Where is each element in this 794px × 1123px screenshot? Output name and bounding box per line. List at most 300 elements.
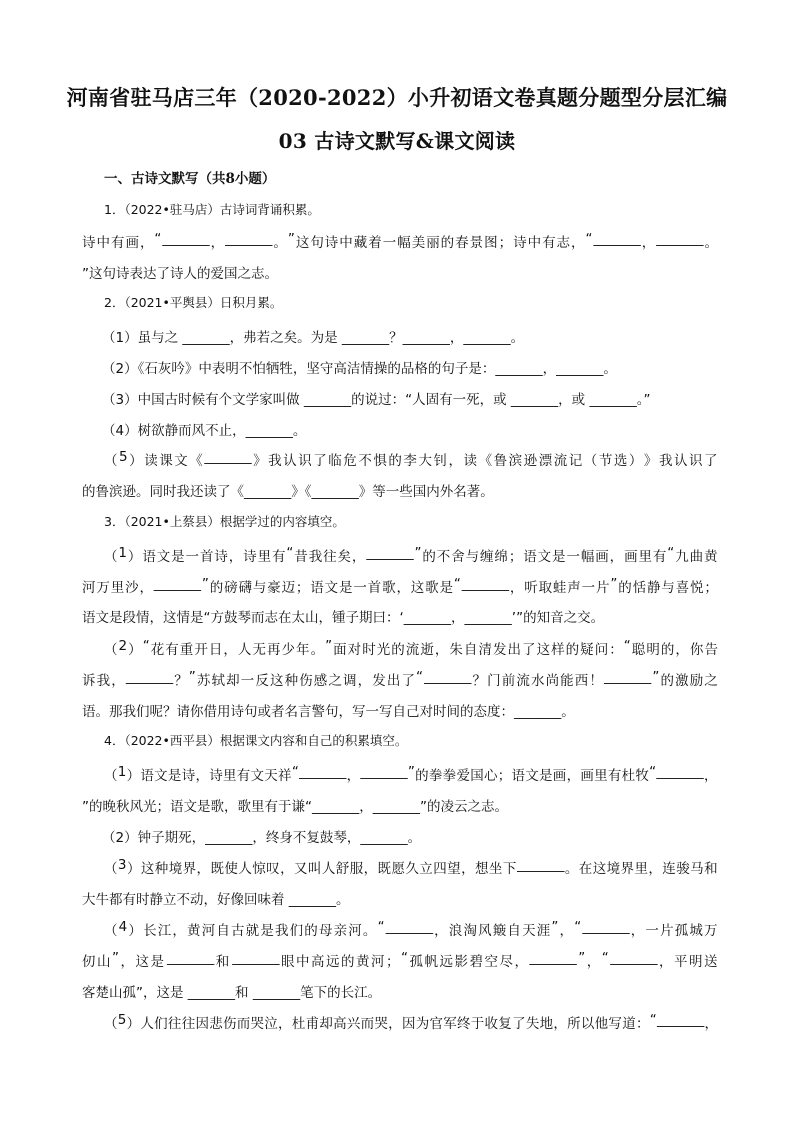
text-glyph: 以 [580, 1016, 595, 1032]
text-glyph: _______ [461, 576, 509, 592]
text-glyph: 水 [530, 673, 545, 689]
text-glyph: 是 [439, 580, 454, 596]
text-glyph: ” [287, 231, 295, 247]
text-glyph: 天 [264, 768, 278, 784]
text-glyph: _______ [582, 919, 630, 935]
text-glyph: 语 [140, 768, 154, 784]
text-glyph: 我 [96, 673, 111, 689]
text-glyph: 。 [564, 861, 579, 877]
text-glyph: 能 [560, 673, 574, 689]
text-glyph: 画 [552, 768, 567, 784]
text-glyph: ， [388, 1016, 402, 1032]
text-glyph: 四 [433, 861, 447, 877]
text-glyph: “ [601, 950, 609, 966]
text-glyph: 前 [501, 673, 516, 689]
text-glyph: 他 [594, 1016, 609, 1032]
text-glyph: 画 [624, 549, 638, 565]
text-glyph: ） [628, 453, 643, 469]
text-glyph: “ [649, 764, 657, 780]
text-glyph: “ [154, 231, 162, 247]
text-glyph: 写 [608, 1016, 622, 1032]
text-glyph: ； [498, 235, 513, 251]
text-glyph: 句 [310, 235, 324, 251]
text-glyph: 骏 [676, 861, 690, 877]
text-glyph: 李 [403, 453, 417, 469]
text-glyph: 空 [484, 954, 498, 970]
text-glyph: 1 [118, 545, 127, 561]
text-glyph: ， [553, 1016, 567, 1032]
text-glyph: 亲 [333, 923, 348, 939]
text-glyph: ？ [472, 673, 487, 689]
text-glyph: 语 [523, 549, 537, 565]
question-3-item-1 [104, 545, 718, 565]
text-glyph: 与 [465, 549, 480, 565]
text-glyph: ， [571, 235, 585, 251]
text-glyph: 取 [538, 580, 553, 596]
text-glyph: 服 [349, 861, 364, 877]
text-glyph: 的 [388, 453, 402, 469]
text-glyph: 长 [143, 923, 157, 939]
text-glyph: ； [386, 954, 400, 970]
text-glyph: （ [104, 768, 118, 784]
text-glyph: 往 [323, 549, 337, 565]
text-glyph: 听 [524, 580, 538, 596]
text-glyph: 。 [310, 642, 325, 658]
text-glyph: 是 [260, 923, 274, 939]
text-glyph: 种 [284, 673, 299, 689]
text-glyph: 国 [470, 768, 484, 784]
text-glyph: 有 [165, 642, 179, 658]
text-glyph: 和 [215, 954, 230, 970]
text-glyph: 明 [689, 954, 703, 970]
text-glyph: 文 [174, 453, 188, 469]
text-glyph: 有 [110, 235, 125, 251]
text-glyph: “ [574, 919, 582, 935]
section-heading: 一、古诗文默写（共8小题） [104, 171, 276, 187]
question-4-item-1 [104, 764, 718, 784]
text-glyph: “ [416, 669, 424, 685]
text-glyph: 黄 [356, 954, 370, 970]
text-glyph: _______ [204, 449, 252, 465]
text-glyph: 曲 [689, 549, 704, 565]
text-glyph: 里 [222, 768, 237, 784]
text-glyph: 。 [704, 235, 718, 251]
text-glyph: 的 [209, 580, 224, 596]
text-glyph: _______ [153, 576, 202, 592]
text-glyph: 母 [318, 923, 333, 939]
text-glyph: 平 [674, 954, 688, 970]
text-glyph: 孤 [409, 954, 423, 970]
text-glyph: 因 [401, 1016, 416, 1032]
text-glyph: _______ [299, 764, 347, 780]
text-glyph: 有 [236, 768, 251, 784]
text-glyph: 首 [199, 549, 214, 565]
text-glyph: 了 [522, 642, 536, 658]
text-glyph: ” [551, 919, 559, 935]
text-glyph: ， [228, 549, 243, 565]
text-glyph: 文 [525, 768, 539, 784]
text-glyph: ， [223, 642, 237, 658]
text-glyph: 面 [333, 642, 347, 658]
text-glyph: “ [286, 545, 294, 561]
text-glyph: 的 [391, 642, 405, 658]
text-glyph: 与 [252, 580, 267, 596]
text-glyph: 流 [405, 642, 420, 658]
text-glyph: 文 [250, 768, 265, 784]
text-glyph: 诗 [324, 235, 339, 251]
text-glyph: 一 [566, 549, 580, 565]
text-glyph: 拳 [428, 768, 443, 784]
text-glyph: （ [104, 923, 118, 939]
text-glyph: 望 [447, 861, 461, 877]
text-glyph: 既 [377, 861, 392, 877]
text-glyph: ， [172, 923, 186, 939]
text-glyph: 》 [643, 453, 658, 469]
text-glyph: 境 [168, 861, 183, 877]
question-4-header: 4．（2022•西平县）根据课文内容和自己的积累填空。 [104, 733, 408, 748]
text-glyph: 的 [415, 768, 429, 784]
text-glyph: 诗 [82, 235, 96, 251]
text-glyph: ； [704, 580, 718, 596]
text-glyph: 《 [478, 453, 493, 469]
text-glyph: 调 [343, 673, 357, 689]
text-glyph: 这 [410, 580, 425, 596]
text-glyph: 语 [142, 549, 156, 565]
text-glyph: 钊 [433, 453, 447, 469]
text-glyph: 1 [117, 764, 127, 780]
text-glyph: 缠 [480, 549, 494, 565]
text-glyph: 无 [252, 642, 266, 658]
text-glyph: 朱 [449, 642, 463, 658]
text-glyph: 出 [507, 642, 521, 658]
text-glyph: 有 [271, 549, 286, 565]
text-glyph: 有 [652, 549, 667, 565]
text-glyph: 道 [622, 1016, 636, 1032]
text-glyph: 问 [594, 642, 609, 658]
text-glyph: 一 [382, 235, 397, 251]
text-glyph: 发 [372, 673, 386, 689]
text-glyph: 之 [704, 673, 718, 689]
text-glyph: （ [104, 549, 118, 565]
text-glyph: 临 [328, 453, 342, 469]
question-1-text [82, 231, 718, 251]
text-glyph: ： [609, 642, 623, 658]
text-glyph: 心 [483, 768, 498, 784]
text-glyph: 人 [321, 861, 336, 877]
text-glyph: 远 [439, 954, 453, 970]
text-glyph: （ [104, 1016, 118, 1032]
text-glyph: 河 [371, 954, 385, 970]
text-glyph: ， [703, 768, 718, 784]
text-glyph: 自 [463, 642, 478, 658]
text-glyph: 5 [117, 1012, 127, 1028]
text-glyph: 之 [328, 673, 342, 689]
text-glyph: 对 [347, 642, 362, 658]
text-glyph: ） [128, 642, 142, 658]
text-glyph: 》 [253, 453, 267, 469]
text-glyph: 画 [580, 768, 594, 784]
text-glyph: 这 [295, 235, 310, 251]
text-glyph: 马 [690, 861, 704, 877]
text-glyph: 着 [368, 235, 382, 251]
text-glyph: 人 [237, 642, 252, 658]
text-glyph: 蛙 [552, 580, 567, 596]
text-glyph: “ [453, 576, 461, 592]
text-glyph: 远 [326, 954, 340, 970]
text-glyph: 而 [236, 1016, 251, 1032]
text-glyph: 滨 [508, 453, 523, 469]
text-glyph: ， [648, 861, 662, 877]
text-glyph: _______ [125, 669, 174, 685]
text-glyph: 中 [527, 235, 542, 251]
text-glyph: 孤 [674, 923, 689, 939]
text-glyph: 涯 [536, 923, 551, 939]
text-glyph: “ [623, 638, 631, 654]
text-glyph: 尽 [499, 954, 513, 970]
text-glyph: _______ [656, 1012, 705, 1028]
question-4-item-1-cont: ”的晚秋风光；语文是歌，歌里有于谦“_______，_______”的凌云之志。 [82, 799, 508, 815]
text-glyph: 哭 [250, 1016, 265, 1032]
text-glyph: 种 [154, 861, 169, 877]
text-glyph: 们 [289, 923, 304, 939]
text-glyph: ， [139, 580, 153, 596]
text-glyph: （ [104, 861, 118, 877]
text-glyph: 年 [296, 642, 310, 658]
text-glyph: ” [578, 950, 586, 966]
text-glyph: 的 [660, 673, 674, 689]
text-glyph: 诗 [243, 549, 257, 565]
text-glyph: 里 [594, 768, 608, 784]
text-glyph: 中 [96, 235, 110, 251]
text-glyph: ， [559, 923, 574, 939]
text-glyph: ： [635, 1016, 650, 1032]
text-glyph: ； [508, 549, 523, 565]
text-glyph: ， [659, 954, 673, 970]
text-glyph: “ [667, 545, 675, 561]
text-glyph: 喜 [675, 580, 690, 596]
text-glyph: “ [649, 1012, 657, 1028]
text-glyph: 想 [474, 861, 489, 877]
text-glyph: 歌 [425, 580, 439, 596]
text-glyph: ” [610, 576, 618, 592]
text-glyph: 是 [150, 954, 164, 970]
text-glyph: 开 [194, 642, 208, 658]
question-2-item-4: （4）树欲静而风不止，_______。 [102, 423, 307, 439]
question-4-item-3 [104, 857, 718, 877]
text-glyph: ， [448, 453, 462, 469]
text-glyph: 志 [556, 235, 571, 251]
text-glyph: 终 [457, 1016, 471, 1032]
text-glyph: 诗 [214, 549, 228, 565]
text-glyph: ， [461, 861, 475, 877]
text-glyph: ？ [174, 673, 188, 689]
text-glyph: 境 [606, 861, 621, 877]
text-glyph: 我 [268, 453, 282, 469]
text-glyph: 不 [358, 453, 372, 469]
text-glyph: _______ [604, 669, 652, 685]
text-glyph: 文 [156, 549, 171, 565]
text-glyph: 片 [596, 580, 610, 596]
text-glyph: 豪 [267, 580, 281, 596]
text-glyph: 3 [117, 857, 127, 873]
text-glyph: 却 [319, 1016, 333, 1032]
text-glyph: 恬 [632, 580, 647, 596]
text-glyph: ； [295, 580, 310, 596]
text-glyph: 一 [240, 673, 255, 689]
text-glyph: 声 [567, 580, 581, 596]
text-glyph: 古 [231, 923, 245, 939]
text-glyph: 清 [478, 642, 492, 658]
question-2-item-2: （2）《石灰吟》中表明不怕牺牲，坚守高洁情操的品格的句子是：_______，_______。 [102, 361, 617, 377]
text-glyph: 聪 [631, 642, 646, 658]
question-3-item-2-cont2: 语。那我们呢？请你借用诗句或者名言警句，写一写自己对时间的态度：_______。 [82, 704, 575, 720]
text-glyph: 2 [118, 638, 128, 654]
text-glyph: 爱 [456, 768, 470, 784]
text-glyph: 连 [662, 861, 676, 877]
text-glyph: 天 [522, 923, 536, 939]
text-glyph: ； [497, 768, 512, 784]
text-glyph: 时 [362, 642, 376, 658]
text-glyph: 人 [140, 1016, 154, 1032]
text-glyph: 却 [226, 673, 240, 689]
text-glyph: 识 [689, 453, 703, 469]
text-glyph: 了 [512, 1016, 526, 1032]
text-glyph: 苏 [196, 673, 211, 689]
text-glyph: 《 [189, 453, 203, 469]
text-glyph: 是 [171, 549, 185, 565]
question-3-header: 3．（2021•上蔡县）根据学过的内容填空。 [104, 514, 345, 529]
text-glyph: 的 [304, 923, 318, 939]
text-glyph: _______ [529, 950, 577, 966]
text-glyph: 鲁 [493, 453, 508, 469]
text-glyph: 静 [646, 580, 661, 596]
text-glyph: 眼 [281, 954, 295, 970]
question-4-item-2: （2）钟子期死，_______，终身不复鼓琴，_______。 [102, 830, 422, 846]
text-glyph: _______ [162, 231, 210, 247]
text-glyph: 诗 [181, 768, 196, 784]
text-glyph: 一 [581, 580, 596, 596]
text-glyph: 悲 [209, 1016, 223, 1032]
text-glyph: ， [566, 768, 581, 784]
text-glyph: 励 [689, 673, 704, 689]
text-glyph: ， [363, 861, 378, 877]
text-glyph: ， [675, 642, 689, 658]
text-glyph: 记 [568, 453, 583, 469]
text-glyph: ” [325, 638, 333, 654]
document-title: 河南省驻马店三年（2020-2022）小升初语文卷真题分题型分层汇编 [66, 85, 728, 110]
text-glyph: 礴 [238, 580, 252, 596]
text-glyph: “ [142, 638, 150, 654]
text-glyph: 愿 [391, 861, 405, 877]
text-glyph: 的 [618, 580, 632, 596]
text-glyph: 影 [454, 954, 468, 970]
text-glyph: 叫 [307, 861, 322, 877]
text-glyph: 幅 [580, 549, 595, 565]
text-glyph: 哭 [374, 1016, 388, 1032]
text-glyph: 自 [216, 923, 230, 939]
text-glyph: 人 [238, 861, 252, 877]
text-glyph: 而 [360, 1016, 375, 1032]
text-glyph: 们 [154, 1016, 168, 1032]
text-glyph: 了 [401, 673, 415, 689]
text-glyph: 的 [341, 954, 355, 970]
text-glyph: 危 [343, 453, 357, 469]
text-glyph: 春 [455, 235, 469, 251]
text-glyph: 。 [273, 235, 287, 251]
question-4-item-5 [104, 1012, 718, 1032]
text-glyph: ） [128, 923, 142, 939]
text-glyph: 大 [418, 453, 432, 469]
question-3-item-1-cont2: 语文是段情，这情是“方鼓琴而志在太山，锺子期曰：‘_______，_______’”的知音之交。 [82, 610, 605, 626]
text-glyph: 惊 [252, 861, 266, 877]
text-glyph: ， [514, 954, 528, 970]
text-glyph: 伤 [299, 673, 313, 689]
text-glyph: ， [434, 923, 448, 939]
text-glyph: 甫 [305, 1016, 320, 1032]
text-glyph: 西 [574, 673, 589, 689]
text-glyph: 一 [353, 580, 367, 596]
text-glyph: 悦 [690, 580, 704, 596]
text-glyph: ， [351, 549, 366, 565]
text-glyph: ， [346, 768, 361, 784]
text-glyph: 万 [704, 923, 718, 939]
text-glyph: 收 [484, 1016, 499, 1032]
text-glyph: 下 [502, 861, 517, 877]
text-glyph: 出 [386, 673, 401, 689]
question-4-item-4 [104, 919, 718, 939]
text-glyph: 有 [542, 235, 556, 251]
text-glyph: 杜 [621, 768, 636, 784]
text-glyph: 黄 [704, 549, 718, 565]
text-glyph: 牧 [635, 768, 649, 784]
text-glyph: 黄 [187, 923, 201, 939]
text-glyph: ” [652, 669, 660, 685]
question-4-item-4-cont [82, 950, 718, 970]
text-glyph: 与 [661, 580, 675, 596]
text-glyph: 识 [298, 453, 312, 469]
text-glyph: 重 [179, 642, 194, 658]
question-1-text-cont: ”这句诗表达了诗人的爱国之志。 [82, 266, 278, 282]
text-glyph: 尚 [545, 673, 560, 689]
question-3-item-1-cont [82, 576, 718, 596]
text-glyph: 立 [419, 861, 433, 877]
text-glyph: 一 [185, 549, 200, 565]
text-glyph: 认 [283, 453, 297, 469]
text-glyph: 祥 [278, 768, 292, 784]
text-glyph: 诗 [513, 235, 527, 251]
text-glyph: 因 [195, 1016, 209, 1032]
question-2-item-1: （1）虽与之 _______，弗若之矣。为是 _______？_______，_______。 [102, 330, 525, 346]
document-subtitle: 03 古诗文默写&课文阅读 [278, 129, 516, 153]
text-glyph: 样 [551, 642, 565, 658]
text-glyph: 逝 [420, 642, 434, 658]
text-glyph: 语 [511, 768, 525, 784]
text-glyph: ） [126, 1016, 141, 1032]
text-glyph: 的 [422, 549, 436, 565]
text-glyph: 和 [704, 861, 718, 877]
text-glyph: 山 [97, 954, 111, 970]
text-glyph: 课 [159, 453, 173, 469]
text-glyph: 昔 [294, 549, 308, 565]
text-glyph: 的 [660, 642, 675, 658]
text-glyph: 这 [269, 673, 284, 689]
text-glyph: 逊 [523, 453, 538, 469]
text-glyph: 就 [245, 923, 260, 939]
question-2-item-5-cont: 的鲁滨逊。同时我还读了《_______》《_______》等一些国内外名著。 [82, 484, 494, 500]
text-glyph: 门 [487, 673, 501, 689]
text-glyph: 界 [182, 861, 197, 877]
text-glyph: _______ [656, 764, 704, 780]
